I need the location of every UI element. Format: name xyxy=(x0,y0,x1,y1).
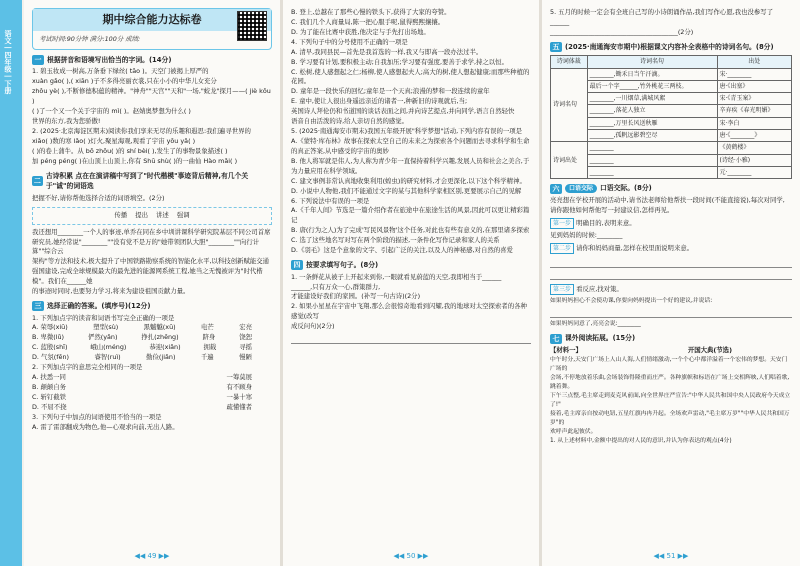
option-cell: 千遍 xyxy=(200,353,214,362)
table-cell[interactable]: ________ xyxy=(587,166,717,178)
section-number-icon: 一 xyxy=(32,55,44,65)
text-line: D. 小说中人物他,我们不能通过文字的某与其他科学家相区别,更要展示自己的见解 xyxy=(291,186,522,195)
option-row[interactable] xyxy=(32,393,272,403)
text-line: B. 他人将军就是伟人,为人称为青少年一直保持着科学兴趣,发展人员和社会之美合,于为力量应用在科学领域。 xyxy=(291,156,530,175)
table-cell[interactable]: 唐·《________》 xyxy=(717,130,792,142)
section-number-icon: 二 xyxy=(33,177,41,186)
text-line: C. 建文事例非常认真地收集利用(蝗虫)的研究材料,才会更深化,以下这个科学精神。 xyxy=(291,176,526,185)
option-cell: 塑型(sù) xyxy=(93,323,119,332)
option-cell: C. 蓝殷(shī) xyxy=(32,343,68,352)
text-line: ______,只有万众一心,群策群力, xyxy=(291,282,381,291)
section-number-icon: 七 xyxy=(550,334,562,344)
option-cell: 疏懂懂者 xyxy=(226,402,252,411)
option-cell: D. 气氛(fēn) xyxy=(32,353,69,362)
text-line: ( )的卷上蒲牛。从 bō zhōu( )的 shí bèi( ),发生了的事物景象描述( ) xyxy=(32,146,228,155)
option-row[interactable] xyxy=(32,373,272,383)
option-cell: 跻身 xyxy=(202,333,216,342)
option-cell: 勤俭(jiǎn) xyxy=(146,353,176,362)
table-cell[interactable]: ________,一川烟草,满城风絮 xyxy=(587,93,717,105)
text-line: 2. (2025·北京海淀区期末)阅读你我们享来无尽的乐趣和遐思:我们遍寻世界的 xyxy=(32,126,251,135)
page-number: ◀◀ 49 ▶▶ xyxy=(134,552,170,561)
section-oral-heading: 六 口语交际 口语交际。(8分) xyxy=(550,183,792,194)
option-cell: A. 扶悉一同 xyxy=(32,373,66,382)
text-line: zhǒu yè( ),不断修德积蕴的精神。"神舟""天宫""天和"一场,"蛟龙"探月——( jiè kǒu ) xyxy=(32,87,271,106)
question-2: 2. 下列加点字的意思完全相同的一项是 xyxy=(32,363,143,372)
option-cell: 俨然(yǎn) xyxy=(87,333,118,342)
spine xyxy=(0,0,22,566)
table-header: 诗词名句 xyxy=(587,56,717,68)
table-row xyxy=(551,154,792,166)
page-number: ◀◀ 51 ▶▶ xyxy=(653,552,689,561)
table-cell[interactable]: 宋·________ xyxy=(717,68,792,80)
table-row xyxy=(551,80,792,92)
option-cell: 慢陋 xyxy=(239,353,252,362)
option-row[interactable] xyxy=(32,383,272,393)
continued-options xyxy=(291,8,531,38)
text-line: 加 péng péng( )在山顶上山顶上,你有 Shū shù( )的一曲仙 Hào mǎi( ) xyxy=(32,156,238,165)
option-cell: 黑魆魆(xū) xyxy=(143,323,176,332)
text-line: 欢呼声此起彼伏。 xyxy=(550,428,597,435)
text-line: D.《羽毛》这是个意象的文字、引起广泛的关注,以及人的神秘感,对自然的喜爱 xyxy=(291,246,513,255)
table-category: 诗词出处 xyxy=(551,142,588,179)
question-3-option-a: A. 雷了雷部翻成为物色,他—心观求向前,无出人路。 xyxy=(32,422,179,431)
question-5: 5. (2025·南通海安市期末)我国五年级开展"科学梦想"活动,下列内容有误的一项是 xyxy=(291,127,523,136)
question-1-options xyxy=(32,323,272,363)
section-number-icon: 六 xyxy=(550,184,562,194)
text-line: C. 我们几个人商量局,陈一把心服手呢,鼠得熙熙攘攘。 xyxy=(291,17,445,26)
section-number-icon: 五 xyxy=(550,42,562,52)
page-number: ◀◀ 50 ▶▶ xyxy=(393,552,429,561)
text-line: B. 学习要有计划,要积极主动;自我加压;学习要有强度,要善于求学,持之以恒。 xyxy=(291,57,508,66)
text-line: C. 松树,使人感想起之仁;杨柳,使人感想起夫人;高大的树,使人想起健康;而那些种植的花园。 xyxy=(291,67,530,86)
text-line: ( )了一个又一个关于宇宙的 mì( )。赵婧奥梦想为什么( ) xyxy=(32,107,191,116)
table-row xyxy=(551,105,792,117)
answer-line[interactable] xyxy=(550,270,792,280)
option-row[interactable] xyxy=(32,333,272,343)
text-line: 请你跟他如何帮他写一封建议信,怎样再见。 xyxy=(550,205,674,214)
text-line: 中午时分,天安门广场上人山人海,人们情绪激动,一个个心中都洋溢着一个宏伟的梦想。天安门广场的 xyxy=(550,356,788,372)
question-2-options xyxy=(32,373,272,413)
step-3-question: 如果妈妈同意了,亮亮会说:________ xyxy=(550,321,641,328)
text-line: C. 选了这些地名写对写在两个阶段的描述,一条件化写作记录和家人的关系 xyxy=(291,236,500,245)
oral-tag: 口语交际 xyxy=(565,184,597,193)
option-cell: 拥载 xyxy=(203,343,217,352)
question-5-cont-2: ________________________________________(2分) xyxy=(550,27,694,36)
text-line: 才能建设好我们的家园。(补写一句古诗)(2分) xyxy=(291,292,421,301)
section-read-heading: 七 课外阅读拓展。(15分) xyxy=(550,333,792,344)
text-line: xuàn gǎo( ),( xiān )子不多得亮丽衣裳,只在小小的中华儿女充分 xyxy=(32,77,217,86)
step-1: 第一步 明确目的,表明来意。 xyxy=(550,216,792,231)
page-50 xyxy=(283,0,539,566)
table-row xyxy=(551,68,792,80)
text-line: 架构"等方法和技术,极大提升了中国铁路勘察系统的智能化水平,以科技创新赋能交通 xyxy=(32,257,270,266)
table-cell[interactable]: 《黄鹤楼》 xyxy=(717,142,792,154)
reading-question-1: 1. 从上述材料中,金额中提出的对人民的意识,并认为你表达的观点(4分) xyxy=(550,437,732,444)
reading-passage xyxy=(550,356,792,437)
section-number-icon: 三 xyxy=(32,301,44,311)
text-line: xiǎo( )数的寒 lǎo( )灯火,聚星海观,观看了宇宙 yōu yǎ( ) xyxy=(32,136,196,145)
table-cell[interactable]: 元·________ xyxy=(717,166,792,178)
table-cell[interactable]: 唐·《出塞》 xyxy=(717,80,792,92)
section-4-body xyxy=(291,273,531,333)
table-row xyxy=(551,130,792,142)
answer-line[interactable] xyxy=(291,334,531,344)
section-2-paragraph xyxy=(32,228,272,297)
table-cell[interactable]: 辛弃疾《春光明媚》 xyxy=(717,105,792,117)
option-cell: B. 卑微(lǔ) xyxy=(32,333,65,342)
table-row xyxy=(551,142,792,154)
text-line: A. 清早,我同县民—首先是我首选的一样,我又与即高一段办法过半。 xyxy=(291,47,483,56)
text-line: B. 登上,总越在了那些心慢的铁头下,获得了大家的夸赞。 xyxy=(291,8,451,16)
oral-intro xyxy=(550,196,792,216)
step-3-text: 如果妈妈担心不会使功课,你要向妈妈提出一个好的建议,并说话: xyxy=(550,298,713,305)
spine-label: 语文 | 四年级 | 下册 xyxy=(4,30,12,94)
text-line: A.《千年人间》节选是一篇介绍作者在旅途中在旅途生活的风景,因此可以更让精彩篇记 xyxy=(291,206,530,225)
reading-header: 【材料一】 开国大典(节选) xyxy=(550,345,732,354)
qr-code-icon xyxy=(237,11,267,41)
option-cell: 挣扎(zhēng) xyxy=(141,333,179,342)
table-cell[interactable]: 宋·李白 xyxy=(717,117,792,129)
table-cell[interactable]: 最后一个字______,竹外桃花三两枝。 xyxy=(587,80,717,92)
page-49 xyxy=(24,0,280,566)
option-row[interactable] xyxy=(32,403,272,413)
text-line: 1. 一条鲜花从被子上开起来到你,一眼就看见蔚蓝的天空,我即相当于______ xyxy=(291,272,502,281)
option-cell: 有不顾身 xyxy=(226,383,252,392)
table-cell[interactable]: ________,锄禾日当午汗滴。 xyxy=(587,68,717,80)
table-cell[interactable]: 宋·《青玉案》 xyxy=(717,93,792,105)
text-line: 2. 如果小星星在宇宙中飞翔,那么会很惊奇地看到闪耀,我的地球对太空探索者的各种感觉(改写 xyxy=(291,302,527,321)
text-line: 1. 碧玉妆成一树高,万条垂下绿丝( tāo )。天空门被揭上厚严的 xyxy=(32,67,209,76)
text-line: 研究员,她经常说"________""没有党不是万的"她带领团队大胆"________""向行计算""综合云 xyxy=(32,237,260,256)
text-line: 我还想用________一个人的事迹,单乔在同在乡中圳讲课科学研究院基层不同公司首席 xyxy=(32,227,271,236)
option-cell: 恭迎(xiǎn) xyxy=(149,343,181,352)
title-box xyxy=(32,8,272,50)
text-line: 接着,毛主席亲自按动电钮,五星红旗冉冉升起。全场欢声雷动,"毛主席万岁""中华人民共和国万岁"的 xyxy=(550,410,790,426)
option-cell: D. 不屈不挠 xyxy=(32,402,67,411)
answer-line[interactable] xyxy=(550,308,792,318)
question-4: 4. 下列句子中的分号使用不正确的一项是 xyxy=(291,37,408,46)
section-number-icon: 四 xyxy=(291,260,303,270)
option-row[interactable] xyxy=(32,353,272,363)
text-line: D. 童年是一段快乐的回忆;童年是一个天真;浪漫的梦和一段连续的童年 xyxy=(291,87,490,96)
table-cell[interactable]: ________,落花人独立 xyxy=(587,105,717,117)
poem-table xyxy=(550,55,792,179)
question-6: 6. 下列说法中有误的一项是 xyxy=(291,196,370,205)
table-cell[interactable]: (诗经·小雅) xyxy=(717,154,792,166)
page-51 xyxy=(542,0,800,566)
text-line: 成反问句)(2分) xyxy=(291,322,335,331)
option-cell: 峨山(méng) xyxy=(90,343,127,352)
option-cell: 宏亮 xyxy=(239,323,252,332)
text-line: 强国建设,完成全球规模最大的最先进的能源网系统工程,她当之无愧被评为"时代楷模"。我们在______她 xyxy=(32,267,263,286)
text-line: 会场,不停地放着乐曲,会场装饰得隆重而庄严。各种旗帜和标语在广场上交相辉映,人们唱着歌,跳着舞。 xyxy=(550,374,790,390)
option-cell: B. 颠颠自务 xyxy=(32,383,67,392)
text-line: 英国诗人拜伦仍和书道国的谈话表面之间,并向诗艺提点,并向同学,语言自然轻快 xyxy=(291,107,515,116)
table-cell[interactable]: ________ xyxy=(587,154,717,166)
option-cell: 一筹莫展 xyxy=(226,373,252,382)
question-5-cont: 5. 五月的时候一定会有全班自己写的小诗朗诵作品,我们写作心愿,我也没参写了______ xyxy=(550,8,774,26)
section-poem-heading: 五 (2025·南通海安市期中)根据课文内容补全表格中的诗词名句。(8分) xyxy=(550,42,792,53)
option-cell: 一暴十寒 xyxy=(226,392,252,401)
text-line: E. 童中,使让人很出身遥远亲近的诸者一,种新旧的诗观就后,当; xyxy=(291,97,468,106)
table-cell[interactable]: ________,孤帆远影碧空尽 xyxy=(587,130,717,142)
question-4-options xyxy=(291,48,531,127)
section-3-heading: 三 选择正确的答案。(填序号)(12分) xyxy=(32,301,272,312)
option-cell: C. 斩钉截铁 xyxy=(32,392,67,401)
section-2-heading: 二 古诗积累 点在在演讲稿中写到了"时代楷模"事迹背后精神,有几个关于"诚"的词语选 xyxy=(33,171,249,191)
question-6-options xyxy=(291,206,531,256)
text-line: B. 唐(行为之人)为了完成'写民风景物'这个任务,对此也有些有意义的,在那里诸多探索 xyxy=(291,226,530,235)
text-line: D. 为了能在比赛中获胜,他决定与手先打出场地。 xyxy=(291,27,430,36)
section-1-heading: 一 根据拼音和语境写出恰当的字词。(14分) xyxy=(32,55,272,66)
option-cell: 寻摇 xyxy=(239,343,252,352)
text-line: A.《蒙特·库布林》故事在探索太空自己的未来之为探索各个问题而去寻求科学和生命的真正答案,从中感受的宇宙的奥妙 xyxy=(291,136,530,155)
section-1-body xyxy=(32,67,272,166)
section-2-sub: 把握不好,请你帮他选择合适的词语填空。(2分) xyxy=(32,193,165,202)
word-bank: 传播 提出 讲述 强调 xyxy=(32,207,272,225)
table-header: 出处 xyxy=(717,56,792,68)
step-1-question: 见到妈妈的时候:________ xyxy=(550,230,623,239)
table-category: 诗词名句 xyxy=(551,68,588,142)
table-row xyxy=(551,166,792,178)
option-cell: A. 荣辱(xiū) xyxy=(32,323,68,332)
option-cell: 睿智(ruì) xyxy=(94,353,121,362)
section-4-heading: 四 按要求填写句子。(8分) xyxy=(291,260,531,271)
question-3: 3. 下列句子中加点的词语使用不恰当的一项是 xyxy=(32,412,162,421)
page-title: 期中综合能力达标卷 xyxy=(102,13,202,27)
option-row[interactable] xyxy=(32,323,272,333)
text-line: 亮亮想在学校开展的活动中,请书法老师给他帮扶一段时间(不能直接说),每次对同学, xyxy=(550,195,785,204)
table-row xyxy=(551,117,792,129)
title-bar xyxy=(33,9,271,31)
text-line: 下午三点整,毛主席走到麦克风前面,向全世界庄严宣告:"中华人民共和国中央人民政府今天成立了!" xyxy=(550,392,791,408)
table-row xyxy=(551,93,792,105)
exam-meta: 考试时间:90分钟 满分:100分 成绩: xyxy=(39,35,141,43)
table-header: 诗词体裁 xyxy=(551,56,588,68)
option-row[interactable] xyxy=(32,343,272,353)
table-cell[interactable]: ________,万里长风送秋雁 xyxy=(587,117,717,129)
question-5-options xyxy=(291,137,531,197)
text-line: 语音自由活泼的诗,给人亲切自然的感觉。 xyxy=(291,117,409,126)
option-cell: 电芒 xyxy=(201,323,214,332)
table-cell[interactable]: ________ xyxy=(587,142,717,154)
text-line: 的事迹时同时,也要努力学习,将来为建设祖国贡献力量。 xyxy=(32,287,190,296)
step-3: 第三步 看反应,找对策。 xyxy=(550,282,792,297)
question-1: 1. 下列加点字的读音和词语书写完全正确的一项是 xyxy=(32,313,175,322)
text-line: 世界的东方,我为您骄傲! xyxy=(32,117,101,126)
step-2: 第二步 请你和妈妈商量,怎样在校里面说明来意。 xyxy=(550,241,792,256)
answer-line[interactable] xyxy=(550,258,792,268)
option-cell: 饶恕 xyxy=(239,333,252,342)
